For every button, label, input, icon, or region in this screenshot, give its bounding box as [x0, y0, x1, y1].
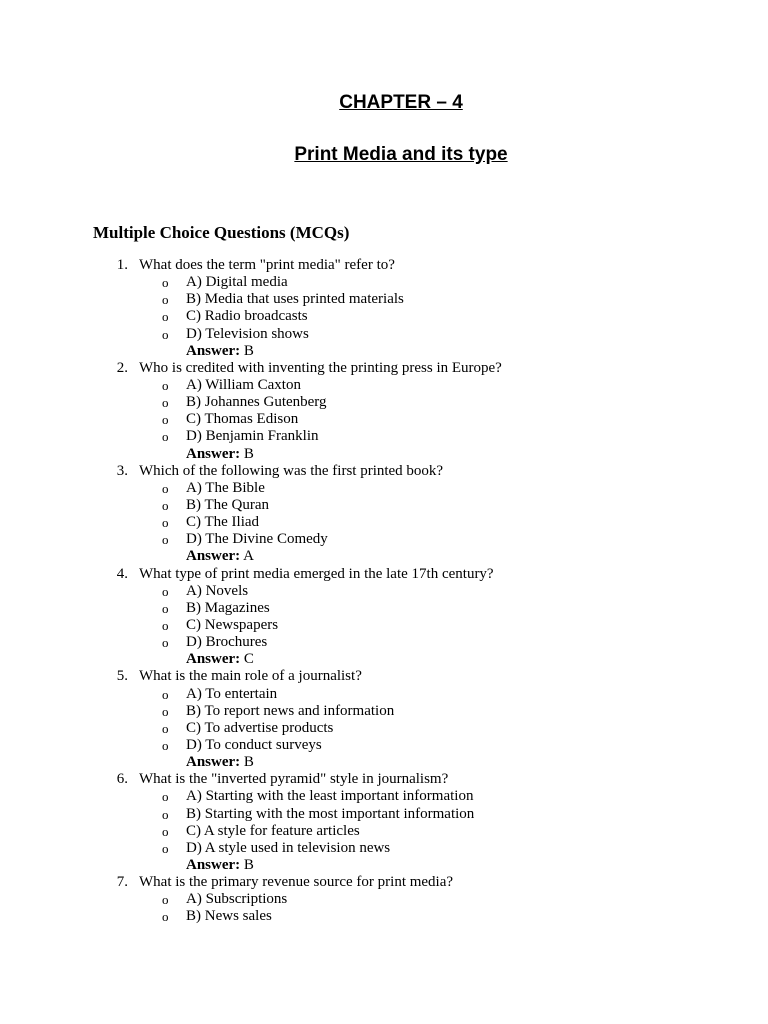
bullet-icon: o — [162, 909, 169, 925]
option-text: A) To entertain — [186, 685, 278, 702]
option-text: D) The Divine Comedy — [186, 531, 328, 548]
option-text: C) Radio broadcasts — [186, 308, 308, 325]
option-text: D) Brochures — [186, 634, 268, 651]
option-text: C) A style for feature articles — [186, 822, 360, 839]
bullet-icon: o — [162, 686, 169, 702]
option-text: A) Starting with the least important information — [186, 788, 474, 805]
option-line — [0, 806, 768, 823]
option-text: C) The Iliad — [186, 514, 260, 531]
option-line — [0, 411, 768, 428]
question-line — [0, 771, 768, 788]
answer-label: Answer: — [186, 445, 241, 462]
option-line — [0, 291, 768, 308]
bullet-icon: o — [162, 635, 169, 651]
bullet-icon: o — [162, 703, 169, 719]
answer-value: B — [240, 342, 254, 359]
option-line — [0, 823, 768, 840]
option-line — [0, 788, 768, 805]
bullet-icon: o — [162, 275, 169, 291]
option-text: D) A style used in television news — [186, 839, 391, 856]
option-line — [0, 514, 768, 531]
question-line — [0, 566, 768, 583]
answer-line — [0, 343, 768, 360]
option-line — [0, 583, 768, 600]
option-line — [0, 891, 768, 908]
answer-value: B — [240, 856, 254, 873]
bullet-icon: o — [162, 600, 169, 616]
option-line — [0, 720, 768, 737]
bullet-icon: o — [162, 840, 169, 856]
question-line — [0, 463, 768, 480]
option-text: B) News sales — [186, 908, 272, 925]
question-item — [0, 257, 768, 360]
question-line — [0, 874, 768, 891]
question-number: 6. — [116, 771, 128, 788]
option-line — [0, 394, 768, 411]
option-line — [0, 908, 768, 925]
bullet-icon: o — [162, 429, 169, 445]
answer-label: Answer: — [186, 856, 241, 873]
question-number: 4. — [116, 565, 128, 582]
answer — [186, 651, 254, 668]
bullet-icon: o — [162, 892, 169, 908]
answer-label: Answer: — [186, 548, 241, 565]
option-line — [0, 686, 768, 703]
option-line — [0, 274, 768, 291]
option-line — [0, 308, 768, 325]
answer — [186, 857, 254, 874]
question-text: Which of the following was the first printed book? — [139, 462, 444, 479]
bullet-icon: o — [162, 395, 169, 411]
question-text: What does the term "print media" refer to? — [139, 257, 395, 273]
option-text: D) Television shows — [186, 325, 309, 342]
bullet-icon: o — [162, 377, 169, 393]
answer-value: C — [240, 651, 254, 668]
answer — [186, 343, 254, 360]
option-text: A) The Bible — [186, 479, 265, 496]
chapter-subtitle: Print Media and its type — [294, 144, 508, 165]
bullet-icon: o — [162, 720, 169, 736]
bullet-icon: o — [162, 292, 169, 308]
answer — [186, 446, 254, 463]
option-text: B) Media that uses printed materials — [186, 291, 404, 308]
option-line — [0, 531, 768, 548]
answer-label: Answer: — [186, 651, 241, 668]
question-line — [0, 257, 768, 274]
answer — [186, 754, 254, 771]
option-line — [0, 377, 768, 394]
option-line — [0, 480, 768, 497]
answer-line — [0, 446, 768, 463]
answer-value: A — [240, 548, 254, 565]
question-item — [0, 771, 768, 874]
option-text: B) Johannes Gutenberg — [186, 394, 327, 411]
option-text: A) William Caxton — [186, 376, 301, 393]
question-number: 7. — [116, 874, 128, 891]
option-line — [0, 840, 768, 857]
option-text: C) To advertise products — [186, 719, 334, 736]
section-heading: Multiple Choice Questions (MCQs) — [93, 223, 350, 242]
question-text: What is the "inverted pyramid" style in journalism? — [139, 771, 449, 788]
answer-label: Answer: — [186, 342, 241, 359]
option-line — [0, 617, 768, 634]
bullet-icon: o — [162, 806, 169, 822]
answer — [186, 548, 254, 565]
bullet-icon: o — [162, 515, 169, 531]
question-item — [0, 566, 768, 669]
bullet-icon: o — [162, 737, 169, 753]
question-item — [0, 874, 768, 925]
bullet-icon: o — [162, 480, 169, 496]
answer-line — [0, 857, 768, 874]
question-text: Who is credited with inventing the printing press in Europe? — [139, 359, 502, 376]
bullet-icon: o — [162, 617, 169, 633]
question-text: What type of print media emerged in the late 17th century? — [139, 565, 494, 582]
answer-line — [0, 548, 768, 565]
answer-label: Answer: — [186, 754, 241, 771]
bullet-icon: o — [162, 532, 169, 548]
option-text: D) Benjamin Franklin — [186, 428, 319, 445]
option-text: A) Digital media — [186, 274, 288, 291]
option-line — [0, 428, 768, 445]
option-line — [0, 634, 768, 651]
bullet-icon: o — [162, 326, 169, 342]
question-item — [0, 360, 768, 463]
option-text: D) To conduct surveys — [186, 736, 322, 753]
option-text: A) Subscriptions — [186, 891, 288, 908]
bullet-icon: o — [162, 309, 169, 325]
mcq-list — [0, 257, 768, 925]
option-text: B) Magazines — [186, 599, 270, 616]
option-text: A) Novels — [186, 582, 249, 599]
answer-line — [0, 651, 768, 668]
option-line — [0, 737, 768, 754]
question-number: 2. — [116, 359, 128, 376]
option-line — [0, 326, 768, 343]
bullet-icon: o — [162, 789, 169, 805]
option-text: B) Starting with the most important information — [186, 805, 475, 822]
question-number: 1. — [116, 257, 128, 273]
question-item — [0, 463, 768, 566]
question-number: 5. — [116, 668, 128, 685]
question-number: 3. — [116, 462, 128, 479]
option-line — [0, 703, 768, 720]
answer-line — [0, 754, 768, 771]
option-text: C) Thomas Edison — [186, 411, 299, 428]
answer-value: B — [240, 445, 254, 462]
bullet-icon: o — [162, 583, 169, 599]
option-text: C) Newspapers — [186, 616, 279, 633]
question-text: What is the primary revenue source for print media? — [139, 874, 454, 891]
bullet-icon: o — [162, 823, 169, 839]
question-line — [0, 360, 768, 377]
question-text: What is the main role of a journalist? — [139, 668, 362, 685]
chapter-heading: CHAPTER – 4 — [339, 92, 463, 113]
question-line — [0, 668, 768, 685]
bullet-icon: o — [162, 412, 169, 428]
bullet-icon: o — [162, 497, 169, 513]
option-line — [0, 600, 768, 617]
option-line — [0, 497, 768, 514]
option-text: B) The Quran — [186, 496, 270, 513]
question-item — [0, 668, 768, 771]
option-text: B) To report news and information — [186, 702, 395, 719]
answer-value: B — [240, 754, 254, 771]
